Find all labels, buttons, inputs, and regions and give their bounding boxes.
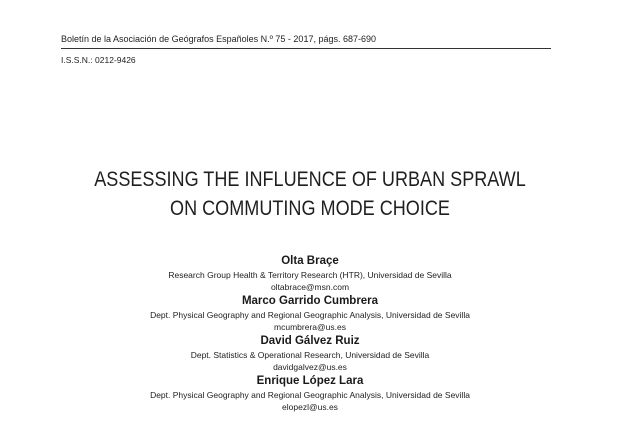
author-email: mcumbrera@us.es [274, 322, 346, 332]
author-email: oltabrace@msn.com [270, 282, 350, 292]
author-block [0, 254, 620, 293]
author-name: David Gálvez Ruiz [260, 335, 360, 347]
issn-number: I.S.S.N.: 0212-9426 [61, 55, 136, 65]
paper-title-line-1: ASSESSING THE INFLUENCE OF URBAN SPRAWL [94, 168, 526, 191]
author-email: davidgalvez@us.es [273, 362, 347, 372]
author-affiliation: Dept. Physical Geography and Regional Geographic Analysis, Universidad de Sevilla [150, 310, 470, 320]
author-block [0, 334, 620, 373]
paper-title-line-2: ON COMMUTING MODE CHOICE [170, 197, 450, 220]
author-name: Olta Braçe [281, 255, 339, 267]
author-block [0, 374, 620, 413]
author-affiliation: Dept. Physical Geography and Regional Geographic Analysis, Universidad de Sevilla [150, 390, 470, 400]
author-affiliation: Research Group Health & Territory Research (HTR), Universidad de Sevilla [168, 270, 452, 280]
author-email: elopezl@us.es [282, 402, 338, 412]
author-name: Enrique López Lara [256, 375, 364, 387]
author-affiliation: Dept. Statistics & Operational Research, Universidad de Sevilla [190, 350, 430, 360]
paper-title [43, 165, 576, 223]
author-name: Marco Garrido Cumbrera [241, 295, 379, 307]
journal-citation: Boletín de la Asociación de Geógrafos Españoles N.º 75 - 2017, págs. 687-690 [61, 33, 551, 49]
author-list [0, 254, 620, 414]
running-header [61, 33, 551, 66]
author-block [0, 294, 620, 333]
